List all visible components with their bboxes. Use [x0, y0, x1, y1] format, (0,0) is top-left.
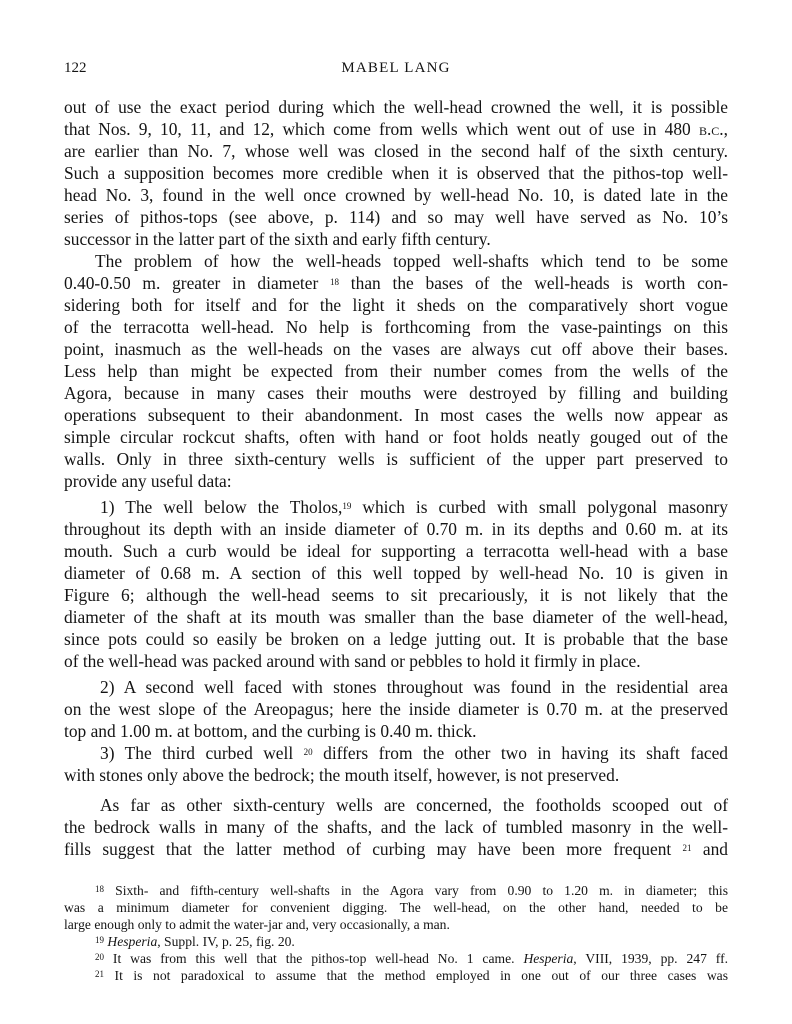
body-line	[100, 742, 728, 764]
text-span: the bedrock walls in many of the shafts, and the lack of tumbled masonry in the well-	[64, 817, 728, 837]
body-line	[100, 794, 728, 816]
text-span: operations subsequent to their abandonment. In most cases the wells now appear as	[64, 405, 728, 425]
text-span: As far as other sixth-century wells are concerned, the footholds scooped out of	[100, 795, 728, 815]
text-span: provide any useful data:	[64, 471, 232, 491]
body-line	[64, 448, 728, 470]
text-span: Agora, because in many cases their mouths were destroyed by filling and building	[64, 383, 728, 403]
italic-text: Hesperia	[523, 951, 574, 966]
body-line	[64, 228, 728, 250]
footnote-ref: 19	[95, 935, 104, 945]
body-line	[64, 426, 728, 448]
body-line	[100, 496, 728, 518]
footnote-ref: 19	[342, 501, 352, 511]
text-span: that Nos. 9, 10, 11, and 12, which come from wells which went out of use in 480	[64, 119, 699, 139]
footnote-ref: 18	[330, 277, 340, 287]
footnote-line	[95, 933, 728, 950]
body-line	[64, 382, 728, 404]
text-span: was a minimum diameter for convenient digging. The well-head, on the other hand, needed to be	[64, 900, 728, 915]
text-span: differs from the other two in having its shaft faced	[312, 743, 728, 763]
text-span: and	[691, 839, 728, 859]
body-line	[64, 360, 728, 382]
body-line	[64, 470, 728, 492]
body-line	[100, 676, 728, 698]
text-span: point, inasmuch as the well-heads on the vases are always cut off above their bases.	[64, 339, 728, 359]
body-line	[64, 162, 728, 184]
body-line	[64, 720, 728, 742]
body-line	[64, 316, 728, 338]
text-span: with stones only above the bedrock; the mouth itself, however, is not preserved.	[64, 765, 620, 785]
text-span: out of use the exact period during which the well-head crowned the well, it is possible	[64, 97, 728, 117]
text-span: 2) A second well faced with stones throughout was found in the residential area	[100, 677, 728, 697]
footnote-line	[95, 967, 728, 984]
body-line	[64, 606, 728, 628]
body-line	[64, 764, 728, 786]
body-line	[64, 540, 728, 562]
text-span: Figure 6; although the well-head seems to sit precariously, it is not likely that the	[64, 585, 728, 605]
page-header	[64, 60, 728, 82]
body-line	[64, 562, 728, 584]
text-span: diameter of the shaft at its mouth was smaller than the base diameter of the well-head,	[64, 607, 728, 627]
body-line	[64, 650, 728, 672]
text-span: It was from this well that the pithos-top well-head No. 1 came.	[104, 951, 524, 966]
text-span: since pots could so easily be broken on a ledge jutting out. It is probable that the base	[64, 629, 728, 649]
text-span: than the bases of the well-heads is worth con-	[339, 273, 728, 293]
text-span: ,	[723, 119, 728, 139]
body-line	[64, 338, 728, 360]
footnote-ref: 18	[95, 884, 104, 894]
text-span: Such a supposition becomes more credible when it is observed that the pithos-top well-	[64, 163, 728, 183]
body-line	[64, 140, 728, 162]
text-span: top and 1.00 m. at bottom, and the curbing is 0.40 m. thick.	[64, 721, 477, 741]
text-span: throughout its depth with an inside diameter of 0.70 m. in its depths and 0.60 m. at its	[64, 519, 728, 539]
text-span: head No. 3, found in the well once crowned by well-head No. 10, is dated late in the	[64, 185, 728, 205]
text-span: , VIII, 1939, pp. 247 ff.	[573, 951, 728, 966]
footnote-line	[95, 950, 728, 967]
body-line	[64, 118, 728, 140]
text-span: 0.40-0.50 m. greater in diameter	[64, 273, 331, 293]
text-span: Less help than might be expected from their number comes from the wells of the	[64, 361, 728, 381]
footnote-ref: 21	[95, 969, 104, 979]
text-span: Sixth- and fifth-century well-shafts in the Agora vary from 0.90 to 1.20 m. in diameter; this	[104, 883, 728, 898]
italic-text: Hesperia	[107, 934, 158, 949]
text-span: fills suggest that the latter method of curbing may have been more frequent	[64, 839, 683, 859]
body-line	[64, 404, 728, 426]
text-span: large enough only to admit the water-jar and, very occasionally, a man.	[64, 917, 450, 932]
body-line	[64, 184, 728, 206]
body-line	[64, 698, 728, 720]
text-span: mouth. Such a curb would be ideal for supporting a terracotta well-head with a base	[64, 541, 728, 561]
text-span: sidering both for itself and for the light it sheds on the comparatively short vogue	[64, 295, 728, 315]
text-span: successor in the latter part of the sixth and early fifth century.	[64, 229, 491, 249]
text-span: are earlier than No. 7, whose well was closed in the second half of the sixth century.	[64, 141, 728, 161]
footnote-line	[64, 899, 728, 916]
footnote-ref: 21	[682, 843, 692, 853]
text-span: of the terracotta well-head. No help is forthcoming from the vase-paintings on this	[64, 317, 728, 337]
body-line	[64, 206, 728, 228]
text-span: simple circular rockcut shafts, often with hand or foot holds neatly gouged out of the	[64, 427, 728, 447]
text-span: which is curbed with small polygonal masonry	[351, 497, 729, 517]
body-line	[64, 628, 728, 650]
body-line	[95, 250, 728, 272]
footnote-line	[95, 882, 728, 899]
text-span: walls. Only in three sixth-century wells is sufficient of the upper part preserved to	[64, 449, 728, 469]
text-span: It is not paradoxical to assume that the method employed in one out of our three cases was	[104, 968, 728, 983]
body-line	[64, 816, 728, 838]
text-span: diameter of 0.68 m. A section of this well topped by well-head No. 10 is given in	[64, 563, 728, 583]
text-span: of the well-head was packed around with sand or pebbles to hold it firmly in place.	[64, 651, 641, 671]
body-line	[64, 518, 728, 540]
page-number: 122	[64, 60, 87, 76]
footnote-ref: 20	[303, 747, 313, 757]
body-line	[64, 838, 728, 860]
footnote-ref: 20	[95, 952, 104, 962]
text-span: 1) The well below the Tholos,	[100, 497, 343, 517]
text-span: on the west slope of the Areopagus; here the inside diameter is 0.70 m. at the preserved	[64, 699, 728, 719]
small-caps-text: b.c.	[698, 119, 724, 139]
body-line	[64, 294, 728, 316]
footnote-line	[64, 916, 728, 933]
body-line	[64, 96, 728, 118]
text-span: The problem of how the well-heads topped well-shafts which tend to be some	[95, 251, 728, 271]
text-span: series of pithos-tops (see above, p. 114) and so may well have served as No. 10’s	[64, 207, 728, 227]
text-span: 3) The third curbed well	[100, 743, 304, 763]
running-head: MABEL LANG	[341, 60, 451, 76]
text-span: , Suppl. IV, p. 25, fig. 20.	[157, 934, 295, 949]
body-line	[64, 272, 728, 294]
body-line	[64, 584, 728, 606]
